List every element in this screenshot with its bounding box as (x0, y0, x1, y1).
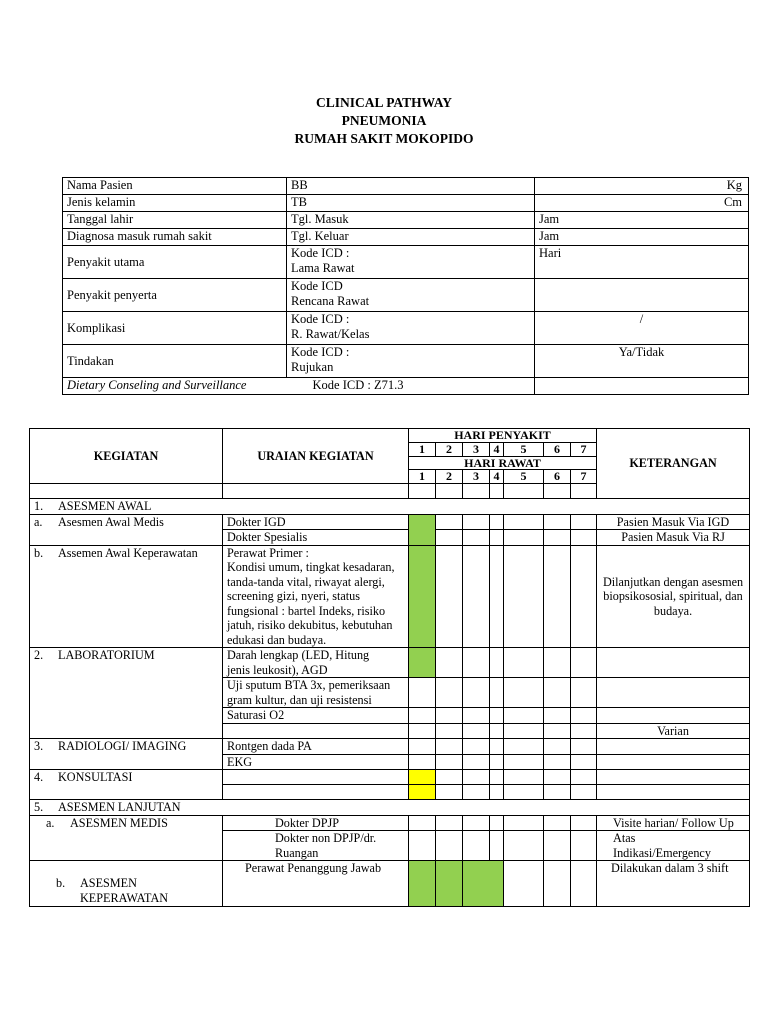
header-uraian: URAIAN KEGIATAN (223, 429, 409, 484)
label-kode-icd-3: Kode ICD : (291, 312, 350, 326)
label-dietary-icd: Kode ICD : Z71.3 (287, 378, 535, 395)
header-keterangan: KETERANGAN (597, 429, 750, 499)
label-lama-rawat: Lama Rawat (291, 261, 355, 275)
item-saturasi-o2: Saturasi O2 (223, 708, 409, 724)
section-laboratorium (30, 648, 223, 739)
day-number: 6 (544, 442, 571, 456)
section-number: 2. (34, 648, 44, 662)
section-konsultasi (30, 770, 223, 800)
row-asesmen-medis (30, 514, 223, 545)
day-number: 4 (490, 470, 504, 484)
row-label: Assemen Awal Keperawatan (58, 545, 198, 560)
note-visite-harian: Visite harian/ Follow Up (597, 815, 750, 831)
item-uji-sputum (223, 678, 409, 708)
title-line-1: CLINICAL PATHWAY (316, 95, 452, 110)
label-kode-icd-2: Kode ICD (291, 279, 343, 293)
item-dokter-non-dpjp (223, 831, 409, 861)
document-title (0, 94, 768, 148)
item-rontgen: Rontgen dada PA (223, 739, 409, 755)
label-bb: BB (287, 178, 535, 195)
label-kode-icd: Kode ICD : (291, 246, 350, 260)
day-cell-filled (409, 545, 436, 648)
row-label: ASESMEN MEDIS (70, 815, 168, 830)
row-letter: b. (34, 545, 44, 560)
row-label: KEPERAWATAN (80, 890, 169, 905)
section-number: 1. (34, 499, 44, 513)
text-line: edukasi dan budaya. (227, 632, 327, 647)
label-penyakit-penyerta: Penyakit penyerta (63, 279, 287, 312)
label-ya-tidak: Ya/Tidak (535, 345, 749, 378)
label-hari: Hari (535, 246, 749, 279)
label-diagnosa: Diagnosa masuk rumah sakit (63, 229, 287, 246)
section-number: 4. (34, 770, 44, 784)
text-line: gram kultur, dan uji resistensi (227, 692, 372, 707)
day-number: 1 (409, 442, 436, 456)
unit-kg: Kg (535, 178, 749, 195)
label-tb: TB (287, 195, 535, 212)
empty-cell (535, 279, 749, 312)
day-cell-filled (463, 861, 504, 907)
day-cell-filled (409, 785, 436, 800)
item-dokter-igd: Dokter IGD (223, 514, 409, 530)
section-label: ASESMEN AWAL (58, 499, 152, 513)
text-line: Uji sputum BTA 3x, pemeriksaan (227, 678, 391, 692)
label-dietary: Dietary Conseling and Surveillance (63, 378, 287, 395)
section-number: 5. (34, 800, 44, 814)
label-rujukan: Rujukan (291, 360, 334, 374)
day-number: 3 (463, 442, 490, 456)
patient-info-table (62, 177, 749, 395)
row-letter: a. (34, 514, 43, 529)
day-cell-filled (409, 861, 436, 907)
label-komplikasi: Komplikasi (63, 312, 287, 345)
title-line-3: RUMAH SAKIT MOKOPIDO (294, 131, 474, 146)
row-letter: b. (56, 876, 66, 890)
day-number: 7 (571, 470, 597, 484)
row-asesmen-keperawatan (30, 545, 223, 648)
note-3-shift: Dilakukan dalam 3 shift (597, 861, 750, 907)
row-label-line (56, 876, 222, 891)
title-line-2: PNEUMONIA (341, 113, 427, 128)
row-label: ASESMEN (80, 876, 137, 890)
label-tgl-keluar: Tgl. Keluar (287, 229, 535, 246)
day-number: 3 (463, 470, 490, 484)
label-penyakit-utama: Penyakit utama (63, 246, 287, 279)
note-via-igd: Pasien Masuk Via IGD (597, 514, 750, 530)
unit-cm: Cm (535, 195, 749, 212)
row-lanjutan-medis (30, 815, 223, 861)
item-perawat-pj: Perawat Penanggung Jawab (223, 861, 409, 907)
text-line: jatuh, risiko dekubitus, kebutuhan (227, 618, 393, 632)
header-hari-rawat: HARI RAWAT (409, 456, 597, 470)
day-number: 2 (436, 442, 463, 456)
day-number: 4 (490, 442, 504, 456)
note-biopsikososial: Dilanjutkan dengan asesmen biopsikososial, spiritual, dan budaya. (597, 545, 750, 648)
section-label: ASESMEN LANJUTAN (58, 800, 181, 814)
item-dokter-spesialis: Dokter Spesialis (223, 530, 409, 546)
text-line: tanda-tanda vital, riwayat alergi, (227, 574, 385, 589)
cell-kode-icd-lama-rawat (287, 246, 535, 279)
section-asesmen-lanjutan (30, 800, 750, 816)
text-line: Perawat Primer : (227, 545, 309, 560)
section-label: LABORATORIUM (58, 648, 155, 662)
note-atas-indikasi (597, 831, 750, 861)
day-cell-filled (409, 648, 436, 678)
label-slash: / (535, 312, 749, 345)
cell-kode-icd-rujukan (287, 345, 535, 378)
section-label: KONSULTASI (58, 770, 133, 784)
label-jam-masuk: Jam (535, 212, 749, 229)
day-cell-filled (409, 770, 436, 785)
label-kode-icd-4: Kode ICD : (291, 345, 350, 359)
row-lanjutan-keperawatan (30, 861, 223, 907)
section-label: RADIOLOGI/ IMAGING (58, 739, 187, 753)
text-line: Indikasi/Emergency (613, 845, 711, 860)
item-darah-lengkap (223, 648, 409, 678)
text-line: Darah lengkap (LED, Hitung (227, 648, 370, 662)
text-line: fungsional : bartel Indeks, risiko (227, 603, 386, 618)
label-rencana-rawat: Rencana Rawat (291, 294, 370, 308)
section-radiologi (30, 739, 223, 770)
label-tindakan: Tindakan (63, 345, 287, 378)
label-rawat-kelas: R. Rawat/Kelas (291, 327, 370, 341)
label-tanggal-lahir: Tanggal lahir (63, 212, 287, 229)
empty-cell (535, 378, 749, 395)
text-line: Kondisi umum, tingkat kesadaran, (227, 560, 395, 574)
text-line: Atas (613, 831, 636, 845)
label-jam-keluar: Jam (535, 229, 749, 246)
section-asesmen-awal (30, 499, 750, 515)
text-line: Ruangan (275, 845, 319, 860)
day-number: 6 (544, 470, 571, 484)
item-ekg: EKG (223, 754, 409, 770)
row-label: Asesmen Awal Medis (58, 514, 164, 529)
text-line: Dokter non DPJP/dr. (275, 831, 377, 845)
day-number: 2 (436, 470, 463, 484)
cell-kode-icd-rencana (287, 279, 535, 312)
label-jenis-kelamin: Jenis kelamin (63, 195, 287, 212)
item-dokter-dpjp: Dokter DPJP (223, 815, 409, 831)
day-cell-filled (436, 861, 463, 907)
note-varian: Varian (597, 723, 750, 739)
text-line: screening gizi, nyeri, status (227, 589, 361, 603)
item-perawat-primer (223, 545, 409, 648)
header-kegiatan: KEGIATAN (30, 429, 223, 484)
day-cell-filled (409, 514, 436, 545)
note-via-rj: Pasien Masuk Via RJ (597, 530, 750, 546)
label-nama-pasien: Nama Pasien (63, 178, 287, 195)
day-number: 5 (504, 442, 544, 456)
row-letter: a. (46, 815, 55, 830)
day-number: 1 (409, 470, 436, 484)
label-tgl-masuk: Tgl. Masuk (287, 212, 535, 229)
activity-table (29, 428, 750, 907)
day-number: 7 (571, 442, 597, 456)
day-number: 5 (504, 470, 544, 484)
text-line: jenis leukosit), AGD (227, 662, 328, 677)
section-number: 3. (34, 739, 44, 753)
cell-kode-icd-kelas (287, 312, 535, 345)
header-hari-penyakit: HARI PENYAKIT (409, 429, 597, 443)
